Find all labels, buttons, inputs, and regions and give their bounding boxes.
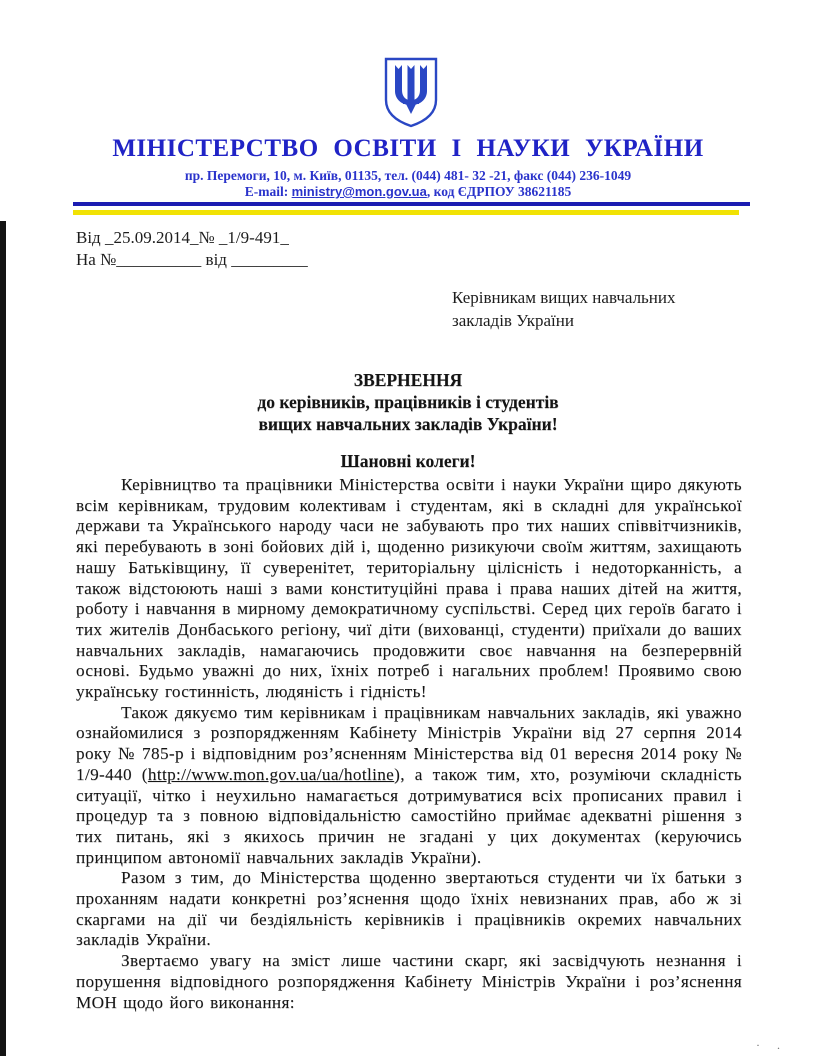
paragraph-2-text-after: ), а також тим, хто, розуміючи складність ситуації, чітко і неухильно намагається дотримуватися всіх прописаних правил і процедур та з повною відповідальністю самостійно приймає адекватні рішення з тих питань, які з якихось причин не згадані у цих документах (керуючись принципом автономії навчальних закладів України). xyxy=(76,764,742,867)
outgoing-number-line: Від _25.09.2014_№ _1/9-491_ xyxy=(76,228,289,247)
reference-block xyxy=(76,227,308,270)
email-label: E-mail: xyxy=(244,184,292,199)
addressee-line-2: закладів України xyxy=(452,310,574,330)
title-line-3: вищих навчальних закладів України! xyxy=(258,414,558,434)
flag-rule-yellow xyxy=(73,210,739,215)
incoming-number-line: На №__________ від _________ xyxy=(76,249,308,269)
ministry-address-line: пр. Перемоги, 10, м. Київ, 01135, тел. (044) 481- 32 -21, факс (044) 236-1049 xyxy=(184,168,632,183)
paragraph-2 xyxy=(76,703,742,869)
paragraph-1: Керівництво та працівники Міністерства освіти і науки України щиро дякують всім керівникам, трудовим колективам і студентам, які в складні для української держави та Українського народу часи не забувають про тих наших співвітчизників, які перебувають в зоні бойових дій і, щоденно ризикуючи своїм життям, захищають нашу Батьківщину, її суверенітет, територіальну цілісність і недоторканність, а також відстоюють наші з вами конституційні права і права наших дітей на життя, роботу і навчання в мирному демократичному суспільстві. Серед цих героїв багато і тих жителів Донбаського регіону, чиї діти (вихованці, студенти) приїхали до ваших навчальних закладів, намагаючись продовжити своє навчання на безперервній основі. Будьмо уважні до них, їхніх потреб і нагальних проблем! Проявимо свою українську гостинність, людяність і гідність! xyxy=(76,475,742,702)
hotline-url: http://www.mon.gov.ua/ua/hotline xyxy=(147,764,395,784)
scan-artifact-dots: · . xyxy=(756,1038,787,1052)
ministry-contact-line xyxy=(0,184,816,200)
letter-body xyxy=(76,475,742,1013)
paragraph-3: Разом з тим, до Міністерства щоденно звертаються студенти чи їх батьки з проханням надати конкретні роз’яснення щодо їхніх невизнаних прав, або ж зі скаргами на дії чи бездіяльність керівників і працівників окремих навчальних закладів України. xyxy=(76,868,742,950)
ministry-name: МІНІСТЕРСТВО ОСВІТИ І НАУКИ УКРАЇНИ xyxy=(112,135,704,162)
title-line-1: ЗВЕРНЕННЯ xyxy=(353,370,463,390)
edrpou-code: , код ЄДРПОУ 38621185 xyxy=(426,184,572,199)
addressee-block xyxy=(452,287,676,332)
trident-shield-icon xyxy=(382,55,440,131)
paragraph-2-text-before: Також дякуємо тим керівникам і працівникам навчальних закладів, які уважно ознайомилися з розпорядженням Кабінету Міністрів України від 27 серпня 2014 року № 785-р і відповідним роз’ясненням Міністерства від 01 вересня 2014 року № 1/9-440 ( xyxy=(76,702,742,784)
scan-edge-artifact xyxy=(0,221,6,1056)
addressee-line-1: Керівникам вищих навчальних xyxy=(452,288,676,307)
ukraine-trident-emblem xyxy=(382,55,440,131)
title-line-2: до керівників, працівників і студентів xyxy=(257,392,559,412)
flag-rule-blue xyxy=(73,202,750,206)
paragraph-4: Звертаємо увагу на зміст лише частини скарг, які засвідчують незнання і порушення відповідного розпорядження Кабінету Міністрів України і роз’яснення МОН щодо його виконання: xyxy=(76,951,742,1012)
email-address: ministry@mon.gov.ua xyxy=(291,184,427,199)
document-title xyxy=(76,369,740,435)
salutation: Шановні колеги! xyxy=(340,451,476,471)
